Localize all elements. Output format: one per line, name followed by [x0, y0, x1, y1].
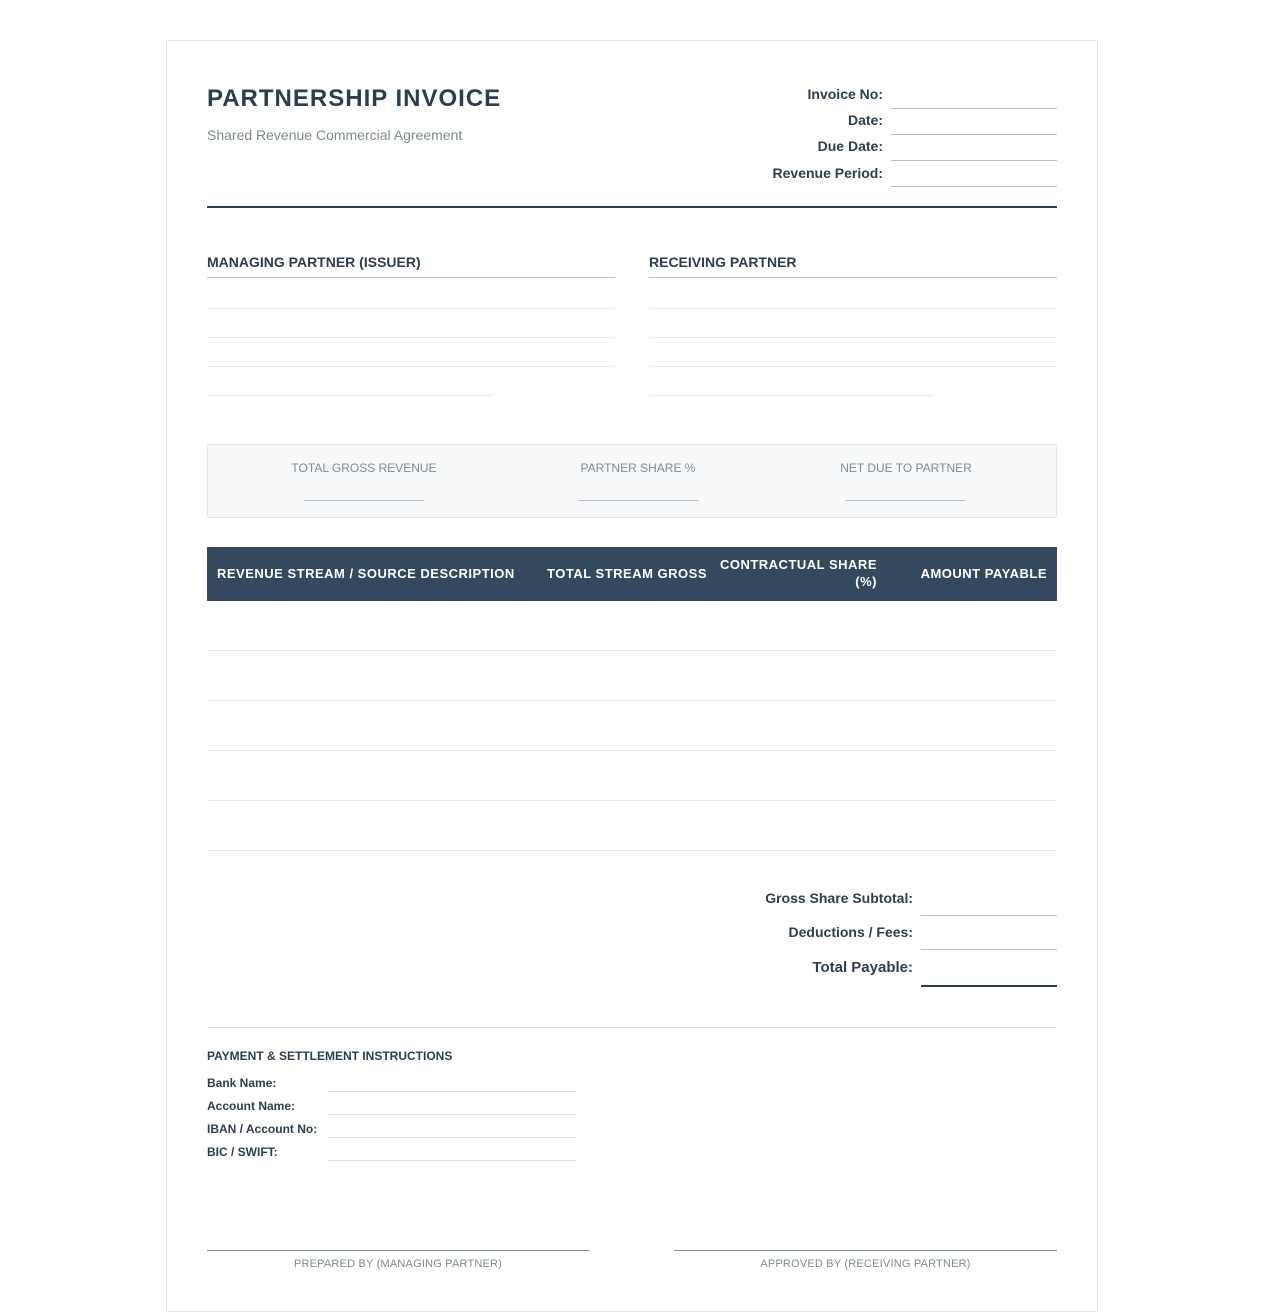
- header-divider: [207, 206, 1057, 208]
- receiver-line-3[interactable]: [649, 366, 1057, 367]
- approved-by-label: APPROVED BY (RECEIVING PARTNER): [760, 1258, 971, 1270]
- date-label: Date:: [847, 112, 883, 128]
- column-header-share-percent: (%): [855, 574, 877, 589]
- receiver-line-2[interactable]: [649, 337, 1057, 338]
- receiver-title-underline: [649, 277, 1057, 278]
- column-header-stream-gross: TOTAL STREAM GROSS: [547, 566, 707, 581]
- iban-field[interactable]: [327, 1137, 576, 1138]
- due-date-field[interactable]: [891, 159, 1057, 161]
- table-row[interactable]: [207, 700, 1057, 701]
- invoice-subtitle: Shared Revenue Commercial Agreement: [207, 127, 463, 143]
- table-row[interactable]: [207, 750, 1057, 751]
- revenue-summary-box: [207, 444, 1057, 518]
- receiver-line-1[interactable]: [649, 308, 1057, 309]
- invoice-number-label: Invoice No:: [807, 86, 883, 102]
- gross-share-subtotal-label: Gross Share Subtotal:: [765, 890, 913, 906]
- table-row[interactable]: [207, 650, 1057, 651]
- payment-section-title: PAYMENT & SETTLEMENT INSTRUCTIONS: [207, 1049, 453, 1063]
- account-name-field[interactable]: [327, 1114, 576, 1115]
- issuer-line-4[interactable]: [207, 395, 492, 396]
- bank-name-field[interactable]: [327, 1091, 576, 1092]
- invoice-number-field[interactable]: [891, 107, 1057, 109]
- partner-share-label: PARTNER SHARE %: [580, 461, 696, 475]
- account-name-label: Account Name:: [207, 1099, 296, 1113]
- total-payable-field[interactable]: [921, 985, 1057, 987]
- iban-label: IBAN / Account No:: [207, 1122, 318, 1136]
- revenue-period-field[interactable]: [891, 185, 1057, 187]
- issuer-section-title: MANAGING PARTNER (ISSUER): [207, 254, 421, 270]
- gross-share-subtotal-field[interactable]: [921, 915, 1057, 916]
- issuer-line-3[interactable]: [207, 366, 615, 367]
- total-gross-revenue-label: TOTAL GROSS REVENUE: [291, 461, 437, 475]
- due-date-label: Due Date:: [817, 138, 883, 154]
- revenue-table-header: [207, 547, 1057, 601]
- bank-name-label: Bank Name:: [207, 1076, 277, 1090]
- invoice-page: [166, 40, 1098, 1312]
- issuer-line-1[interactable]: [207, 308, 615, 309]
- total-gross-revenue-field[interactable]: [304, 500, 424, 501]
- net-due-label: NET DUE TO PARTNER: [840, 461, 972, 475]
- prepared-by-label: PREPARED BY (MANAGING PARTNER): [293, 1258, 503, 1270]
- prepared-by-signature-line[interactable]: [207, 1250, 589, 1251]
- payment-section-divider: [207, 1027, 1057, 1028]
- column-header-contractual-share: CONTRACTUAL SHARE: [719, 557, 877, 572]
- table-row[interactable]: [207, 800, 1057, 801]
- bic-swift-label: BIC / SWIFT:: [207, 1145, 278, 1159]
- issuer-title-underline: [207, 277, 615, 278]
- revenue-period-label: Revenue Period:: [772, 165, 883, 181]
- issuer-line-2[interactable]: [207, 337, 615, 338]
- receiver-line-4[interactable]: [649, 395, 934, 396]
- receiver-section-title: RECEIVING PARTNER: [649, 254, 797, 270]
- deductions-field[interactable]: [921, 949, 1057, 950]
- column-header-description: REVENUE STREAM / SOURCE DESCRIPTION: [217, 566, 515, 581]
- deductions-label: Deductions / Fees:: [788, 924, 913, 940]
- net-due-field[interactable]: [846, 500, 966, 501]
- bic-swift-field[interactable]: [327, 1160, 576, 1161]
- invoice-title: PARTNERSHIP INVOICE: [207, 85, 502, 112]
- partner-share-field[interactable]: [578, 500, 698, 501]
- approved-by-signature-line[interactable]: [674, 1250, 1057, 1251]
- column-header-amount-payable: AMOUNT PAYABLE: [920, 566, 1047, 581]
- table-row[interactable]: [207, 850, 1057, 851]
- date-field[interactable]: [891, 133, 1057, 135]
- total-payable-label: Total Payable:: [812, 959, 913, 976]
